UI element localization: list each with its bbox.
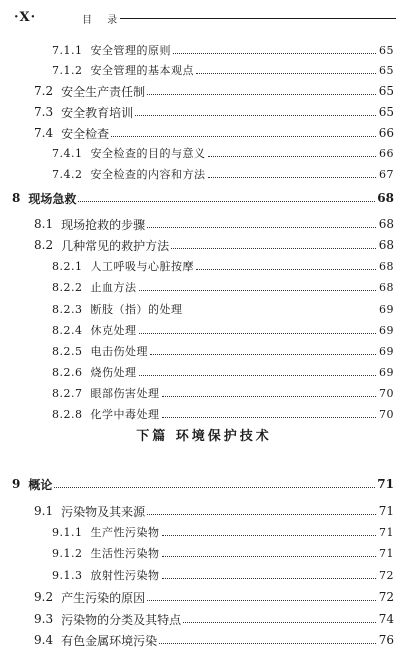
toc-entry-title: 污染物的分类及其特点 [61,612,182,627]
toc-entry-page: 68 [379,280,394,294]
toc-entry-title: 生活性污染物 [90,547,160,560]
toc-entry-number: 7.3 [34,105,54,119]
page-number: ·X· [14,10,37,25]
toc-leader-dots [208,155,377,157]
toc-entry-title: 污染物及其来源 [61,504,146,519]
toc-entry-title: 化学中毒处理 [90,408,160,421]
toc-leader-dots [150,353,376,355]
toc-leader-dots [159,642,376,644]
toc-entry [0,214,408,234]
toc-entry-title: 安全检查 [61,126,110,141]
toc-leader-dots [162,555,377,557]
toc-entry [0,522,408,542]
toc-entry [0,123,408,143]
toc-leader-dots [147,513,376,515]
toc-entry-title: 烧伤处理 [90,366,137,379]
toc-entry-number: 9.1 [34,504,54,518]
toc-entry-title: 放射性污染物 [90,569,160,582]
toc-entry-title: 电击伤处理 [90,345,148,358]
toc-entry-number: 8.2.1 [52,259,83,273]
toc-entry-number: 9.3 [34,612,54,626]
toc-leader-dots [147,93,376,95]
toc-entry-number: 9.1.2 [52,546,83,560]
toc-entry [0,341,408,361]
toc-leader-dots [54,486,375,488]
toc-entry [0,609,408,629]
toc-entry-number: 9.2 [34,590,54,604]
toc-entry-title: 概论 [28,477,53,492]
toc-leader-dots [183,621,376,623]
toc-leader-dots [139,332,377,334]
toc-entry [0,565,408,585]
toc-leader-dots [147,226,376,228]
toc-entry [0,277,408,297]
toc-entry [0,164,408,184]
toc-entry-title: 几种常见的救护方法 [61,238,170,253]
toc-entry-page: 72 [378,590,394,604]
toc-entry-page: 67 [379,167,394,181]
toc-entry-title: 休克处理 [90,324,137,337]
toc-entry [0,501,408,521]
toc-entry-page: 65 [379,43,394,57]
toc-entry-page: 72 [379,568,394,582]
toc-entry-number: 8.2.7 [52,386,83,400]
toc-entry [0,630,408,650]
toc-entry-number: 7.4.2 [52,167,83,181]
toc-entry [0,587,408,607]
toc-entry-number: 9.1.1 [52,525,83,539]
toc-entry-page: 66 [379,146,394,160]
toc-entry-page: 68 [378,238,394,252]
toc-entry-title: 眼部伤害处理 [90,387,160,400]
toc-entry-number: 8.2.6 [52,365,83,379]
toc-entry-page: 68 [379,259,394,273]
toc-entry [0,543,408,563]
toc-entry [0,235,408,255]
toc-entry-number: 9.4 [34,633,54,647]
toc-leader-dots [196,72,376,74]
toc-entry-title: 安全生产责任制 [61,84,146,99]
toc-entry [0,362,408,382]
toc-leader-dots [111,135,376,137]
toc-leader-dots [162,577,377,579]
toc-entry [0,188,408,208]
toc-entry-page: 69 [379,365,394,379]
toc-entry-title: 人工呼吸与心脏按摩 [90,260,194,273]
toc-entry-page: 76 [378,633,394,647]
toc-entry-page: 71 [379,546,394,560]
toc-entry-number: 8.2.2 [52,280,83,294]
toc-entry [0,102,408,122]
toc-entry [0,256,408,276]
toc-entry [0,299,408,319]
toc-entry-page: 65 [378,84,394,98]
toc-entry-page: 71 [379,525,394,539]
toc-entry-page: 70 [379,386,394,400]
toc-entry-page: 71 [378,504,394,518]
toc-entry-page: 66 [378,126,394,140]
toc-entry [0,383,408,403]
toc-leader-dots [185,312,377,313]
toc-entry-title: 生产性污染物 [90,526,160,539]
toc-entry-page: 71 [377,477,394,491]
toc-entry [0,143,408,163]
toc-entry-page: 68 [377,191,394,205]
toc-entry-title: 安全教育培训 [61,105,134,120]
toc-entry-title: 产生污染的原因 [61,590,146,605]
toc-entry-number: 7.1.2 [52,63,83,77]
toc-entry-title: 现场抢救的步骤 [61,217,146,232]
toc-entry [0,320,408,340]
toc-entry-number: 8.2.8 [52,407,83,421]
toc-leader-dots [135,114,376,116]
toc-entry-title: 现场急救 [28,191,77,206]
toc-leader-dots [162,416,377,418]
toc-entry-number: 7.4 [34,126,54,140]
toc-entry-title: 安全检查的内容和方法 [90,168,206,181]
toc-entry-number: 9.1.3 [52,568,83,582]
toc-entry-number: 8.2.4 [52,323,83,337]
toc-leader-dots [196,268,376,270]
toc-entry-page: 69 [379,344,394,358]
toc-entry-page: 69 [379,302,394,316]
toc-entry-number: 7.2 [34,84,54,98]
toc-entry [0,40,408,60]
toc-leader-dots [78,200,375,202]
toc-entry-title: 安全检查的目的与意义 [90,147,206,160]
toc-entry-page: 65 [379,63,394,77]
toc-entry-page: 68 [378,217,394,231]
toc-leader-dots [147,599,376,601]
toc-entry-number: 9 [12,477,21,491]
part-title: 下篇 环境保护技术 [136,429,272,444]
toc-leader-dots [162,534,377,536]
toc-leader-dots [173,52,376,54]
toc-entry-title: 安全管理的基本观点 [90,64,194,77]
toc-entry-number: 8.2.5 [52,344,83,358]
toc-entry-page: 69 [379,323,394,337]
toc-entry-page: 70 [379,407,394,421]
toc-entry [0,60,408,80]
toc-entry-number: 8 [12,191,21,205]
toc-entry-number: 8.2.3 [52,302,83,316]
toc-entry [0,404,408,424]
toc-entry [0,474,408,494]
toc-leader-dots [139,374,377,376]
toc-leader-dots [171,247,376,249]
toc-entry-title: 有色金属环境污染 [61,633,158,648]
header-title: 目 录 [82,15,124,26]
toc-entry-page: 65 [378,105,394,119]
toc-leader-dots [208,176,377,178]
toc-entry-number: 7.4.1 [52,146,83,160]
toc-entry-page: 74 [378,612,394,626]
toc-entry-title: 止血方法 [90,281,137,294]
toc-leader-dots [139,289,377,291]
toc-entry [0,81,408,101]
toc-entry-title: 断肢（指）的处理 [90,303,183,316]
toc-entry-title: 安全管理的原则 [90,44,171,57]
toc-entry-number: 7.1.1 [52,43,83,57]
toc-entry-number: 8.2 [34,238,54,252]
toc-leader-dots [162,395,377,397]
toc-entry-number: 8.1 [34,217,54,231]
